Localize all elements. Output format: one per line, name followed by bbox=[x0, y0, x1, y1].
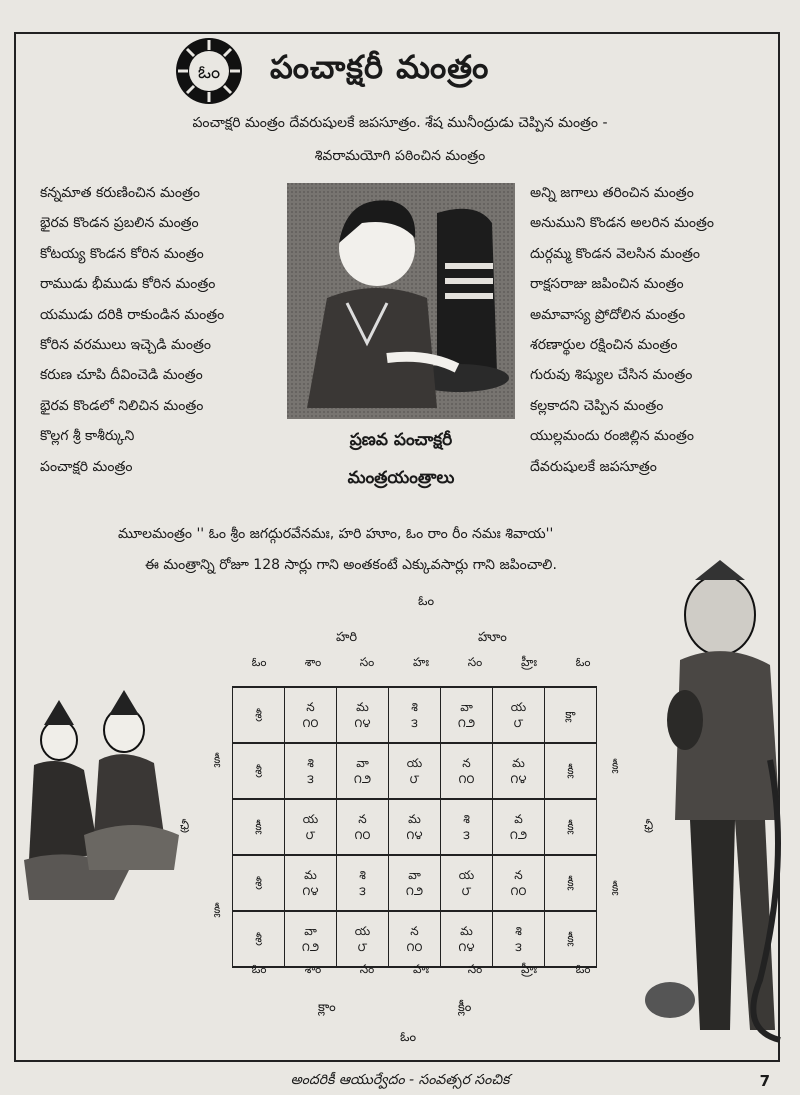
page-footer: అందరికీ ఆయుర్వేదం - సంవత్సర సంచిక bbox=[290, 1072, 510, 1088]
yantra-outer-left-label: క్లీ bbox=[214, 902, 221, 916]
yantra-cell: మ ౧౪ bbox=[337, 687, 389, 743]
verse-line: కోటయ్య కొండన కోరిన మంత్రం bbox=[40, 245, 204, 262]
yantra-row-right-label: క్లీ bbox=[545, 855, 597, 911]
yantra-row bbox=[233, 911, 597, 967]
yantra-row-left-label: శ్రీ bbox=[233, 687, 285, 743]
yantra-cell: న ౧౦ bbox=[337, 799, 389, 855]
verse-line: గురువు శిష్యుల చేసిన మంత్రం bbox=[530, 367, 693, 384]
intro-line-2: శివరామయోగి పఠించిన మంత్రం bbox=[314, 148, 486, 164]
yantra-bottom-left-label: క్లాం bbox=[318, 1000, 336, 1015]
yantra-cell: శి ౩ bbox=[389, 687, 441, 743]
yantra-header-cell: ఓం bbox=[575, 655, 591, 669]
yantra-row bbox=[233, 855, 597, 911]
yantra-header-cell: సం bbox=[467, 655, 483, 669]
svg-text:ఓం: ఓం bbox=[197, 62, 221, 83]
yantra-row-left-label: క్లీ bbox=[233, 799, 285, 855]
page-number: 7 bbox=[759, 1072, 770, 1090]
verse-line: యముడు దరికి రాకుండిన మంత్రం bbox=[40, 306, 225, 323]
yantra-cell: య ౮ bbox=[389, 743, 441, 799]
yantra-cell: న ౧౦ bbox=[441, 743, 493, 799]
yantra-row-right-label: క్లా bbox=[545, 687, 597, 743]
instruction-text: ఈ మంత్రాన్ని రోజూ 128 సార్లు గాని అంతకంటే ఎక్కువసార్లు గాని జపించాలి. bbox=[145, 557, 557, 573]
yantra-cell: శి ౩ bbox=[493, 911, 545, 967]
yantra-grid bbox=[232, 686, 597, 968]
mula-mantra: మూలమంత్రం '' ఓం శ్రీం జగద్గురవేనమః, హరి హూం, ఓం రాం రీం నమః శివాయ'' bbox=[118, 526, 554, 542]
yantra-footer-cell: శాం bbox=[304, 962, 322, 976]
verse-line: పంచాక్షరి మంత్రం bbox=[40, 458, 133, 475]
yantra-row-left-label: శ్రీ bbox=[233, 911, 285, 967]
intro-line-1: పంచాక్షరి మంత్రం దేవరుషులకే జపసూత్రం. శేష మునీంద్రుడు చెప్పిన మంత్రం - bbox=[192, 115, 608, 131]
verse-line: దుర్గమ్మ కొండన వెలసిన మంత్రం bbox=[530, 245, 701, 262]
yantra-row-left-label: శ్రీ bbox=[233, 743, 285, 799]
verse-line: అమావాస్య ప్రోదోలిన మంత్రం bbox=[530, 306, 686, 323]
yantra-cell: మ ౧౪ bbox=[441, 911, 493, 967]
yantra-cell: మ ౧౪ bbox=[389, 799, 441, 855]
yantra-row-right-label: క్లీ bbox=[545, 743, 597, 799]
yantra-cell: వా ౧౨ bbox=[337, 743, 389, 799]
verse-line: అన్ని జగాలు తరించిన మంత్రం bbox=[530, 185, 694, 201]
yantra-cell: య ౮ bbox=[285, 799, 337, 855]
yantra-row bbox=[233, 799, 597, 855]
yantra-hoom: హూం bbox=[478, 630, 507, 645]
yantra-cell: య ౮ bbox=[493, 687, 545, 743]
yantra-cell: వ ౧౨ bbox=[493, 799, 545, 855]
verse-line: యుల్లమందు రంజిల్లిన మంత్రం bbox=[530, 428, 694, 445]
om-sun-logo-icon bbox=[174, 36, 244, 106]
yantra-outer-right-label: క్లీ bbox=[612, 880, 619, 894]
verse-line: కరుణ చూపి దీవించెడి మంత్రం bbox=[40, 367, 203, 384]
hanuman-illustration bbox=[640, 560, 790, 1060]
yantra-cell: న ౧౦ bbox=[493, 855, 545, 911]
verse-line: రాముడు భీముడు కోరిన మంత్రం bbox=[40, 276, 216, 293]
verse-line: భైరవ కొండలో నిలిచిన మంత్రం bbox=[40, 397, 204, 414]
verse-line: కన్నమాత కరుణించిన మంత్రం bbox=[40, 185, 200, 201]
left-verse-column bbox=[40, 178, 224, 482]
yantra-cell: శి ౩ bbox=[337, 855, 389, 911]
caption-line-1: ప్రణవ పంచాక్షరీ bbox=[349, 430, 453, 450]
verse-line: శరణార్థుల రక్షించిన మంత్రం bbox=[530, 337, 678, 354]
page-title: పంచాక్షరీ మంత్రం bbox=[270, 48, 490, 86]
yantra-header-cell: హః bbox=[412, 655, 430, 669]
seated-figures-illustration bbox=[14, 685, 194, 915]
yantra-header-cell: ఓం bbox=[251, 655, 267, 669]
caption-line-2: మంత్రయంత్రాలు bbox=[347, 468, 455, 488]
yantra-bottom-om: ఓం bbox=[400, 1030, 417, 1045]
verse-line: భైరవ కొండన ప్రబలిన మంత్రం bbox=[40, 215, 199, 232]
yantra-header-row bbox=[232, 655, 610, 672]
yantra-header-cell: శాం bbox=[304, 655, 322, 669]
yantra-footer-cell: ఓం bbox=[251, 962, 267, 976]
yantra-outer-left-label: ఛ్రీ bbox=[180, 818, 190, 832]
yantra-cell: వా ౧౨ bbox=[285, 911, 337, 967]
yantra-cell: న ౧౦ bbox=[389, 911, 441, 967]
yantra-row-left-label: శ్రీ bbox=[233, 855, 285, 911]
yantra-cell: య ౮ bbox=[441, 855, 493, 911]
yantra-header-cell: హ్రీః bbox=[520, 655, 538, 669]
verse-line: కల్లకాదని చెప్పిన మంత్రం bbox=[530, 397, 664, 414]
yantra-cell: శి ౩ bbox=[441, 799, 493, 855]
verse-line: రాక్షసరాజు జపించిన మంత్రం bbox=[530, 276, 684, 293]
yantra-hari: హరి bbox=[336, 630, 358, 645]
yantra-header-cell: సం bbox=[359, 655, 375, 669]
yantra-row bbox=[233, 687, 597, 743]
yantra-outer-left-label: క్లీ bbox=[214, 752, 221, 766]
yantra-cell: శి ౩ bbox=[285, 743, 337, 799]
yantra-bottom-right-label: క్లీం bbox=[458, 1000, 472, 1015]
yantra-cell: వా ౧౨ bbox=[389, 855, 441, 911]
yantra-row-right-label: క్లీ bbox=[545, 911, 597, 967]
yantra-row bbox=[233, 743, 597, 799]
verse-line: అనుముని కొండన అలరిన మంత్రం bbox=[530, 215, 714, 232]
yantra-footer-row bbox=[232, 962, 610, 979]
verse-line: కొల్లగ శ్రీ కాశీర్కుని bbox=[40, 428, 135, 445]
yantra-footer-cell: సం bbox=[359, 962, 375, 976]
devotee-shivalinga-illustration bbox=[287, 183, 515, 419]
yantra-cell: వా ౧౨ bbox=[441, 687, 493, 743]
verse-line: దేవరుషులకే జపసూత్రం bbox=[530, 458, 657, 475]
right-verse-column bbox=[530, 178, 714, 482]
yantra-top-om: ఓం bbox=[418, 594, 435, 609]
yantra-footer-cell: ఓం bbox=[575, 962, 591, 976]
yantra-cell: య ౮ bbox=[337, 911, 389, 967]
yantra-cell: న ౧౦ bbox=[285, 687, 337, 743]
yantra-footer-cell: హ్రీః bbox=[520, 962, 538, 976]
yantra-outer-right-label: ఛ్రీ bbox=[644, 818, 654, 832]
yantra-footer-cell: సం bbox=[467, 962, 483, 976]
yantra-outer-right-label: క్లీ bbox=[612, 758, 619, 772]
verse-line: కోరిన వరములు ఇచ్చెడి మంత్రం bbox=[40, 337, 211, 354]
yantra-cell: మ ౧౪ bbox=[285, 855, 337, 911]
yantra-cell: మ ౧౪ bbox=[493, 743, 545, 799]
yantra-footer-cell: హః bbox=[412, 962, 430, 976]
yantra-row-right-label: క్లీ bbox=[545, 799, 597, 855]
